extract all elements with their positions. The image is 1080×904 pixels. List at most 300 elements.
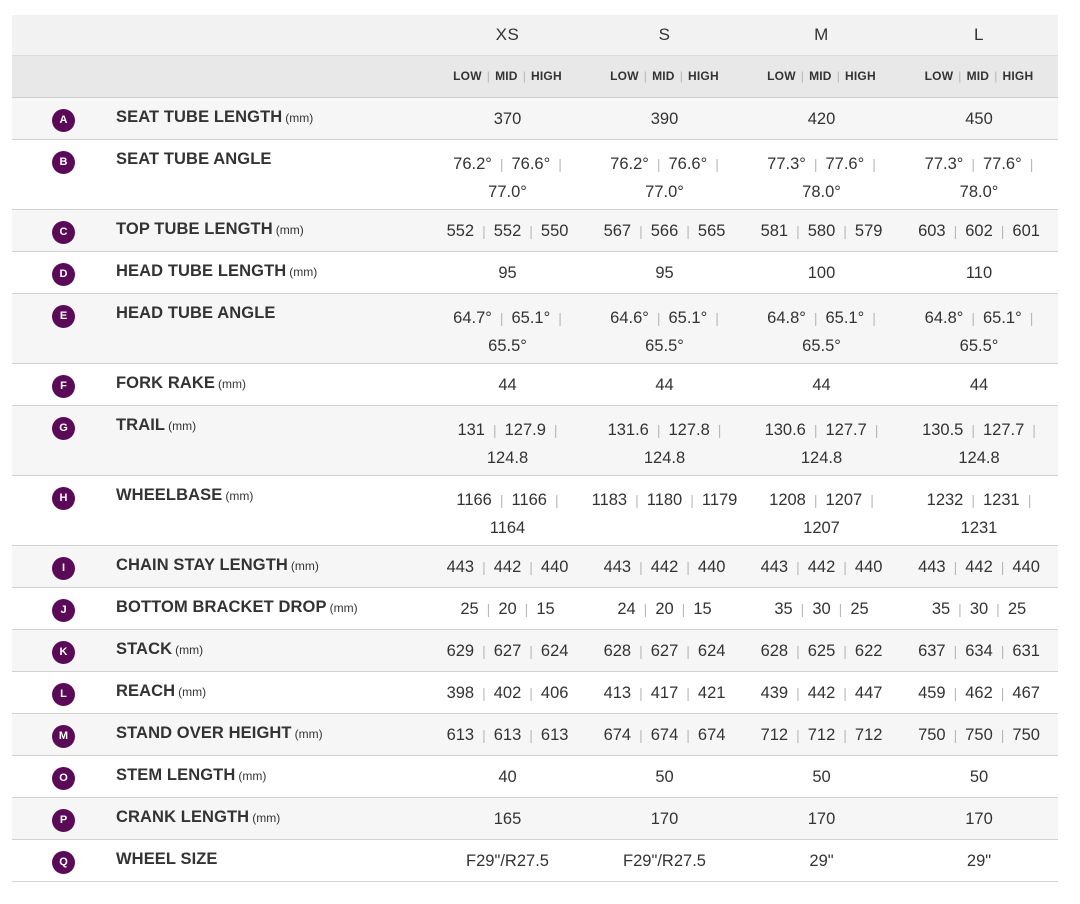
value-single: 100 [807,263,836,282]
table-row [12,545,1058,587]
badge-cell [12,755,98,797]
value-xs [429,293,586,363]
value-low: 581 [760,221,789,240]
measurement-name: CRANK LENGTH [116,807,250,826]
value-high: 601 [1012,221,1040,240]
separator: | [796,642,800,659]
value-low: 674 [603,725,632,744]
separator: | [522,69,527,83]
table-row [12,293,1058,363]
value-mid: 1231 [983,490,1020,509]
row-label-stand-over-height [98,713,429,755]
value-l [900,475,1058,545]
value-high: 631 [1012,641,1040,660]
value-high: 65.5° [488,336,527,355]
separator: | [843,684,847,701]
position-header-s [586,55,743,97]
value-low: 443 [918,557,946,576]
value-l [900,97,1058,139]
value-xs [429,587,586,629]
measurement-name: HEAD TUBE LENGTH [116,261,287,280]
value-mid: 442 [650,557,679,576]
separator: | [872,155,876,172]
value-high: 440 [854,557,883,576]
separator: | [499,155,504,172]
value-single: 44 [655,375,674,394]
value-s [586,293,743,363]
value-s [586,545,743,587]
value-low: 24 [617,599,636,618]
value-high: 124.8 [800,448,843,467]
value-low: 131 [457,420,485,439]
value-mid: 76.6° [668,154,708,173]
value-single: 170 [807,809,836,828]
value-mid: 127.9 [504,420,546,439]
table-row [12,363,1058,405]
value-low: 77.3° [924,154,964,173]
value-single: 95 [655,263,674,282]
value-low: 750 [918,725,946,744]
badge-cell [12,97,98,139]
value-s [586,671,743,713]
value-s [586,713,743,755]
measurement-name: STEM LENGTH [116,765,236,784]
badge-cell [12,251,98,293]
value-single: 50 [969,767,989,786]
value-low: 76.2° [453,154,492,173]
value-high: 579 [854,221,883,240]
table-row [12,209,1058,251]
value-mid: 712 [807,725,836,744]
value-low: 603 [918,221,946,240]
value-m [743,545,900,587]
value-single: 95 [498,263,517,282]
separator: | [656,155,661,172]
value-m [743,713,900,755]
separator: | [813,491,818,508]
value-high: 77.0° [645,182,684,201]
table-row [12,97,1058,139]
separator: | [953,558,958,575]
size-header-row [12,15,1058,55]
separator: | [554,491,559,508]
value-high: 124.8 [643,448,686,467]
separator: | [796,222,800,239]
separator: | [1000,684,1005,701]
value-l [900,293,1058,363]
measurement-name: WHEELBASE [116,485,223,504]
value-m [743,475,900,545]
unit-label: (mm) [178,684,207,699]
value-s [586,797,743,839]
value-high: 467 [1012,683,1040,702]
value-low: 443 [446,557,475,576]
empty-header-cell [98,15,429,55]
row-label-chain-stay-length [98,545,429,587]
separator: | [656,421,661,438]
value-mid: 20 [655,599,674,618]
value-mid: 442 [807,683,836,702]
value-high: 421 [697,683,726,702]
value-l [900,405,1058,475]
separator: | [971,421,975,438]
row-label-seat-tube-angle [98,139,429,209]
value-mid: 627 [650,641,679,660]
value-xs [429,839,586,881]
value-xs [429,755,586,797]
value-single: 420 [807,109,836,128]
separator: | [800,69,805,83]
measurement-name: HEAD TUBE ANGLE [116,303,276,322]
value-mid: 1166 [511,490,547,509]
value-low: 64.8° [767,308,806,327]
value-low: 64.8° [924,308,964,327]
value-xs [429,405,586,475]
value-low: 613 [446,725,475,744]
position-label-low: LOW [610,69,639,83]
table-row [12,139,1058,209]
value-single: 390 [650,109,679,128]
value-m [743,797,900,839]
separator: | [482,642,486,659]
value-m [743,251,900,293]
value-low: 439 [760,683,789,702]
badge-cell [12,797,98,839]
value-low: 398 [446,683,475,702]
separator: | [870,491,874,508]
value-m [743,629,900,671]
separator: | [1000,642,1005,659]
value-xs [429,251,586,293]
value-m [743,97,900,139]
value-low: 1232 [926,490,964,509]
separator: | [686,684,690,701]
separator: | [813,309,818,326]
value-m [743,139,900,209]
value-low: 628 [760,641,789,660]
value-mid: 127.7 [983,420,1025,439]
value-low: 1166 [456,490,492,509]
row-label-head-tube-angle [98,293,429,363]
table-row [12,671,1058,713]
table-row [12,797,1058,839]
unit-label: (mm) [238,768,267,783]
value-l [900,251,1058,293]
separator: | [843,726,847,743]
measurement-name: TRAIL [116,415,166,434]
letter-badge: Q [52,851,75,874]
empty-header-cell [12,55,98,97]
measurement-name: REACH [116,681,176,700]
value-mid: 77.6° [825,154,865,173]
position-label-mid: MID [495,69,518,83]
value-m [743,755,900,797]
value-mid: 602 [965,221,993,240]
table-row [12,713,1058,755]
value-low: 567 [603,221,632,240]
value-low: 459 [918,683,946,702]
separator: | [872,309,876,326]
value-mid: 627 [493,641,522,660]
separator: | [1000,558,1005,575]
separator: | [796,726,800,743]
letter-badge: P [52,809,75,832]
separator: | [953,684,958,701]
separator: | [958,600,962,617]
value-high: 406 [540,683,569,702]
value-high: 440 [697,557,726,576]
value-high: 124.8 [486,448,529,467]
unit-label: (mm) [289,264,318,279]
value-mid: 613 [493,725,522,744]
separator: | [643,69,648,83]
value-l [900,545,1058,587]
value-low: 131.6 [607,420,649,439]
value-high: 15 [536,599,555,618]
value-l [900,587,1058,629]
value-mid: 1180 [646,490,683,509]
value-single: 50 [655,767,674,786]
value-high: 712 [854,725,883,744]
letter-badge: K [52,641,75,664]
separator: | [529,684,533,701]
separator: | [796,684,800,701]
value-mid: 417 [650,683,679,702]
value-xs [429,363,586,405]
row-label-wheel-size [98,839,429,881]
value-xs [429,545,586,587]
separator: | [482,726,486,743]
separator: | [486,69,491,83]
separator: | [1029,155,1034,172]
value-mid: 634 [965,641,993,660]
value-mid: 30 [969,599,989,618]
value-low: 25 [460,599,479,618]
separator: | [836,69,841,83]
value-s [586,405,743,475]
value-l [900,363,1058,405]
value-s [586,97,743,139]
measurement-name: TOP TUBE LENGTH [116,219,273,238]
table-row [12,839,1058,881]
measurement-name: SEAT TUBE ANGLE [116,149,272,168]
value-s [586,475,743,545]
unit-label: (mm) [225,488,254,503]
value-mid: 674 [650,725,679,744]
row-label-stem-length [98,755,429,797]
row-label-bottom-bracket-drop [98,587,429,629]
value-m [743,363,900,405]
value-l [900,139,1058,209]
unit-label: (mm) [290,558,319,573]
value-xs [429,797,586,839]
separator: | [643,600,648,617]
separator: | [843,222,847,239]
value-high: 124.8 [958,448,1000,467]
size-header-xs: XS [495,24,520,44]
badge-cell [12,363,98,405]
value-high: 750 [1012,725,1040,744]
value-high: 1207 [803,518,840,537]
badge-cell [12,713,98,755]
letter-badge: E [52,305,75,328]
value-single: 50 [812,767,831,786]
value-s [586,139,743,209]
value-low: 628 [603,641,632,660]
badge-cell [12,293,98,363]
row-label-head-tube-length [98,251,429,293]
separator: | [499,491,504,508]
value-high: 1164 [489,518,526,537]
value-mid: 462 [965,683,993,702]
separator: | [656,309,661,326]
value-high: 78.0° [802,182,841,201]
position-header-l [900,55,1058,97]
unit-label: (mm) [275,222,304,237]
separator: | [796,558,800,575]
value-xs [429,139,586,209]
separator: | [958,69,962,83]
position-header-xs [429,55,586,97]
separator: | [492,421,497,438]
value-mid: 442 [965,557,993,576]
value-high: 65.5° [959,336,999,355]
value-m [743,405,900,475]
separator: | [529,222,533,239]
separator: | [971,309,975,326]
value-mid: 127.7 [825,420,867,439]
value-low: 1208 [769,490,806,509]
measurement-name: WHEEL SIZE [116,849,218,868]
unit-label: (mm) [285,110,314,125]
table-body [12,97,1058,881]
value-xs [429,671,586,713]
separator: | [1029,309,1034,326]
value-mid: 552 [493,221,522,240]
value-high: 622 [854,641,883,660]
separator: | [717,421,722,438]
separator: | [838,600,843,617]
separator: | [686,642,690,659]
empty-header-cell [98,55,429,97]
measurement-name: STACK [116,639,173,658]
separator: | [524,600,529,617]
measurement-name: BOTTOM BRACKET DROP [116,597,327,616]
value-single: 370 [493,109,522,128]
position-label-mid: MID [809,69,832,83]
separator: | [996,600,1000,617]
value-single: 40 [498,767,517,786]
row-label-trail [98,405,429,475]
value-s [586,755,743,797]
letter-badge: D [52,263,75,286]
measurement-name: CHAIN STAY LENGTH [116,555,288,574]
letter-badge: I [52,557,75,580]
separator: | [843,642,847,659]
value-high: 25 [850,599,869,618]
separator: | [715,155,719,172]
value-single: 450 [965,109,993,128]
geometry-table [12,15,1058,882]
value-single: 44 [969,375,989,394]
row-label-fork-rake [98,363,429,405]
letter-badge: M [52,725,75,748]
unit-label: (mm) [168,418,197,433]
value-high: 65.5° [645,336,684,355]
value-s [586,209,743,251]
letter-badge: B [52,151,75,174]
size-header-m: M [814,24,829,44]
size-header-l: L [974,24,984,44]
position-label-mid: MID [652,69,675,83]
badge-cell [12,545,98,587]
value-l [900,209,1058,251]
value-high: 1231 [960,518,998,537]
separator: | [971,155,975,172]
separator: | [874,421,879,438]
value-mid: 127.8 [668,420,710,439]
separator: | [686,726,690,743]
unit-label: (mm) [329,600,358,615]
value-mid: 20 [498,599,517,618]
value-low: 35 [931,599,951,618]
value-high: 565 [697,221,726,240]
value-low: 130.5 [922,420,964,439]
unit-label: (mm) [217,376,246,391]
letter-badge: C [52,221,75,244]
unit-label: (mm) [294,726,323,741]
table-header [12,15,1058,97]
value-l [900,671,1058,713]
value-s [586,629,743,671]
value-high: 65.5° [802,336,841,355]
separator: | [558,155,562,172]
value-mid: 65.1° [668,308,708,327]
measurement-name: SEAT TUBE LENGTH [116,107,283,126]
value-mid: 1207 [825,490,863,509]
separator: | [1032,421,1036,438]
separator: | [553,421,558,438]
empty-header-cell [12,15,98,55]
value-mid: 442 [807,557,836,576]
badge-cell [12,587,98,629]
letter-badge: F [52,375,75,398]
value-single: 170 [965,809,993,828]
separator: | [639,642,643,659]
separator: | [639,726,643,743]
position-label-high: HIGH [1002,69,1034,83]
measurement-name: STAND OVER HEIGHT [116,723,292,742]
position-label-low: LOW [924,69,954,83]
badge-cell [12,629,98,671]
value-xs [429,629,586,671]
row-label-stack [98,629,429,671]
value-mid: 65.1° [511,308,551,327]
separator: | [686,558,690,575]
value-single: 110 [965,263,993,282]
separator: | [715,309,719,326]
separator: | [1027,491,1032,508]
separator: | [686,222,690,239]
value-l [900,797,1058,839]
separator: | [679,69,684,83]
separator: | [843,558,847,575]
table-row [12,755,1058,797]
badge-cell [12,671,98,713]
letter-badge: A [52,109,75,132]
value-low: 76.2° [610,154,649,173]
measurement-name: FORK RAKE [116,373,215,392]
